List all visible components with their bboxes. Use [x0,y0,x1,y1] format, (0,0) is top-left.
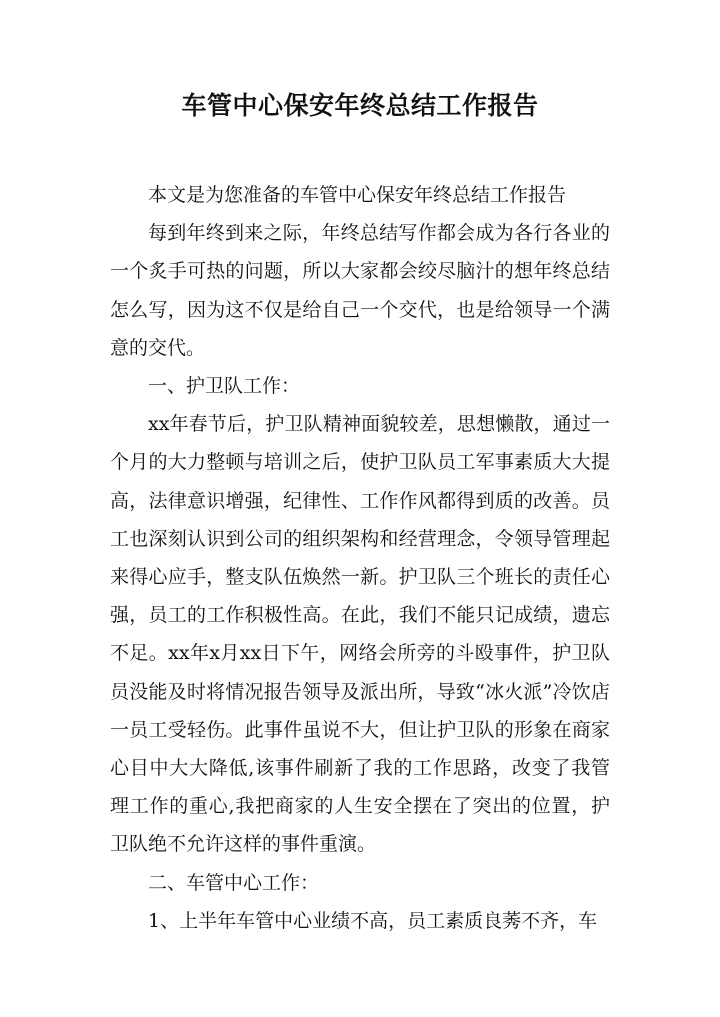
section-heading-vehicle-center: 二、车管中心工作： [148,871,320,894]
intro-paragraph: 本文是为您准备的车管中心保安年终总结工作报告 [148,184,567,206]
document-body [110,176,610,940]
section-heading-guard-team: 一、护卫队工作： [148,375,301,398]
guard-team-paragraph: xx年春节后，护卫队精神面貌较差，思想懒散，通过一个月的大力整顿与培训之后，使护卫队员工军事素质大大提高，法律意识增强，纪律性、工作作风都得到质的改善。员工也深刻认识到公司的组织架构和经营理念，令领导管理起来得心应手，整支队伍焕然一新。护卫队三个班长的责任心强，员工的工作积极性高。在此，我们不能只记成绩，遗忘不足。xx年x月xx日下午，网络会所旁的斗殴事件，护卫队员没能及时将情况报告领导及派出所，导致“冰火派”冷饮店一员工受轻伤。此事件虽说不大，但让护卫队的形象在商家心目中大大降低,该事件刷新了我的工作思路，改变了我管理工作的重心,我把商家的人生安全摆在了突出的位置，护卫队绝不允许这样的事件重演。 [110,413,610,856]
opening-paragraph: 每到年终到来之际，年终总结写作都会成为各行各业的一个炙手可热的问题，所以大家都会绞尽脑汁的想年终总结怎么写，因为这不仅是给自己一个交代，也是给领导一个满意的交代。 [110,222,610,359]
document-title: 车管中心保安年终总结工作报告 [181,91,539,120]
vehicle-center-paragraph: 1、上半年车管中心业绩不高，员工素质良莠不齐，车 [148,909,598,932]
